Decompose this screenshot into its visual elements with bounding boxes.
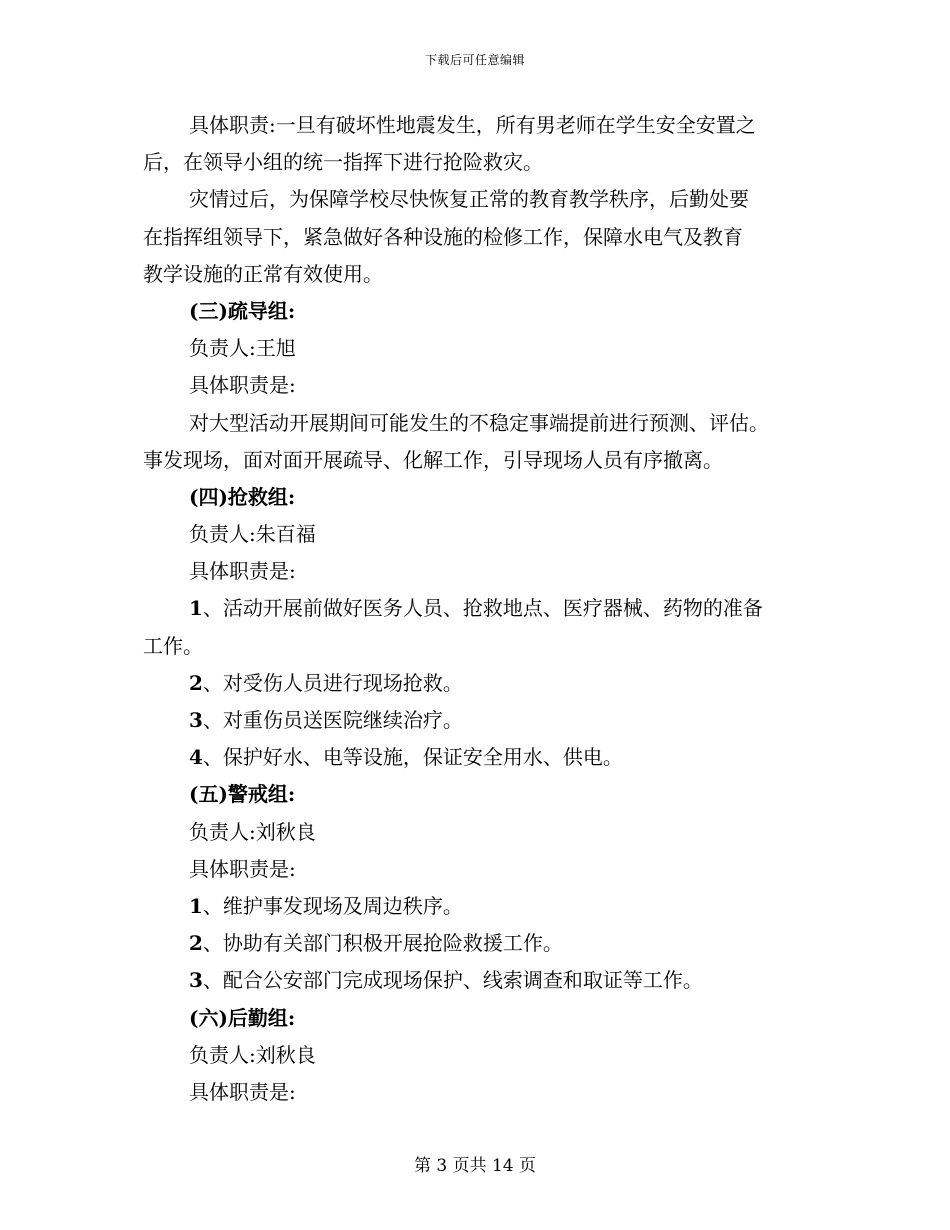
list-item bbox=[143, 962, 823, 999]
list-item-text: 、维护事发现场及周边秩序。 bbox=[202, 893, 463, 918]
list-item-text: 、对受伤人员进行现场抢救。 bbox=[202, 670, 463, 695]
list-item-text: 、对重伤员送医院继续治疗。 bbox=[202, 708, 463, 732]
document-body bbox=[143, 107, 823, 1111]
list-item bbox=[143, 925, 823, 962]
list-item bbox=[143, 739, 823, 776]
section-heading: (三)疏导组: bbox=[189, 298, 296, 323]
paragraph-line: 在指挥组领导下，紧急做好各种设施的检修工作，保障水电气及教育 bbox=[143, 224, 743, 249]
page-header: 下载后可任意编辑 bbox=[424, 53, 525, 67]
paragraph-line: 负责人:朱百福 bbox=[189, 522, 316, 547]
list-item bbox=[143, 888, 823, 925]
paragraph-line: 对大型活动开展期间可能发生的不稳定事端提前进行预测、评估。 bbox=[189, 410, 769, 435]
list-number: 2 bbox=[189, 670, 203, 695]
paragraph-line: 具体职责是: bbox=[189, 559, 296, 584]
list-number: 2 bbox=[189, 931, 203, 956]
paragraph-line: 具体职责是: bbox=[189, 373, 296, 398]
paragraph-line: 后，在领导小组的统一指挥下进行抢险救灾。 bbox=[143, 150, 543, 175]
paragraph-line: 具体职责是: bbox=[189, 1079, 296, 1104]
list-number: 3 bbox=[189, 968, 203, 993]
paragraph-line: 灾情过后，为保障学校尽快恢复正常的教育教学秩序，后勤处要 bbox=[189, 187, 749, 212]
list-item-text: 、协助有关部门积极开展抢险救援工作。 bbox=[202, 931, 563, 956]
section-heading: (四)抢救组: bbox=[189, 484, 296, 509]
list-item-text: 、配合公安部门完成现场保护、线索调查和取证等工作。 bbox=[202, 968, 703, 993]
section-heading: (五)警戒组: bbox=[189, 782, 296, 807]
page-number: 第 3 页共 14 页 bbox=[413, 1156, 537, 1176]
list-item bbox=[143, 702, 823, 739]
paragraph-line: 负责人:刘秋良 bbox=[189, 1042, 316, 1067]
paragraph-line: 工作。 bbox=[143, 633, 203, 658]
list-number: 4 bbox=[189, 745, 203, 770]
section-heading: (六)后勤组: bbox=[189, 1005, 296, 1030]
list-item bbox=[143, 590, 823, 627]
list-number: 1 bbox=[189, 596, 203, 621]
list-number: 3 bbox=[189, 708, 203, 732]
paragraph-line: 具体职责是: bbox=[189, 856, 296, 881]
list-item-text: 、活动开展前做好医务人员、抢救地点、医疗器械、药物的准备 bbox=[202, 596, 763, 621]
list-item bbox=[143, 665, 823, 702]
paragraph-line: 负责人:王旭 bbox=[189, 336, 296, 361]
paragraph-line: 教学设施的正常有效使用。 bbox=[143, 261, 383, 286]
list-item-text: 、保护好水、电等设施，保证安全用水、供电。 bbox=[202, 745, 623, 770]
paragraph-line: 具体职责:一旦有破坏性地震发生，所有男老师在学生安全安置之 bbox=[189, 113, 756, 137]
paragraph-line: 负责人:刘秋良 bbox=[189, 819, 316, 844]
list-number: 1 bbox=[189, 893, 203, 918]
paragraph-line: 事发现场，面对面开展疏导、化解工作，引导现场人员有序撤离。 bbox=[143, 447, 723, 472]
